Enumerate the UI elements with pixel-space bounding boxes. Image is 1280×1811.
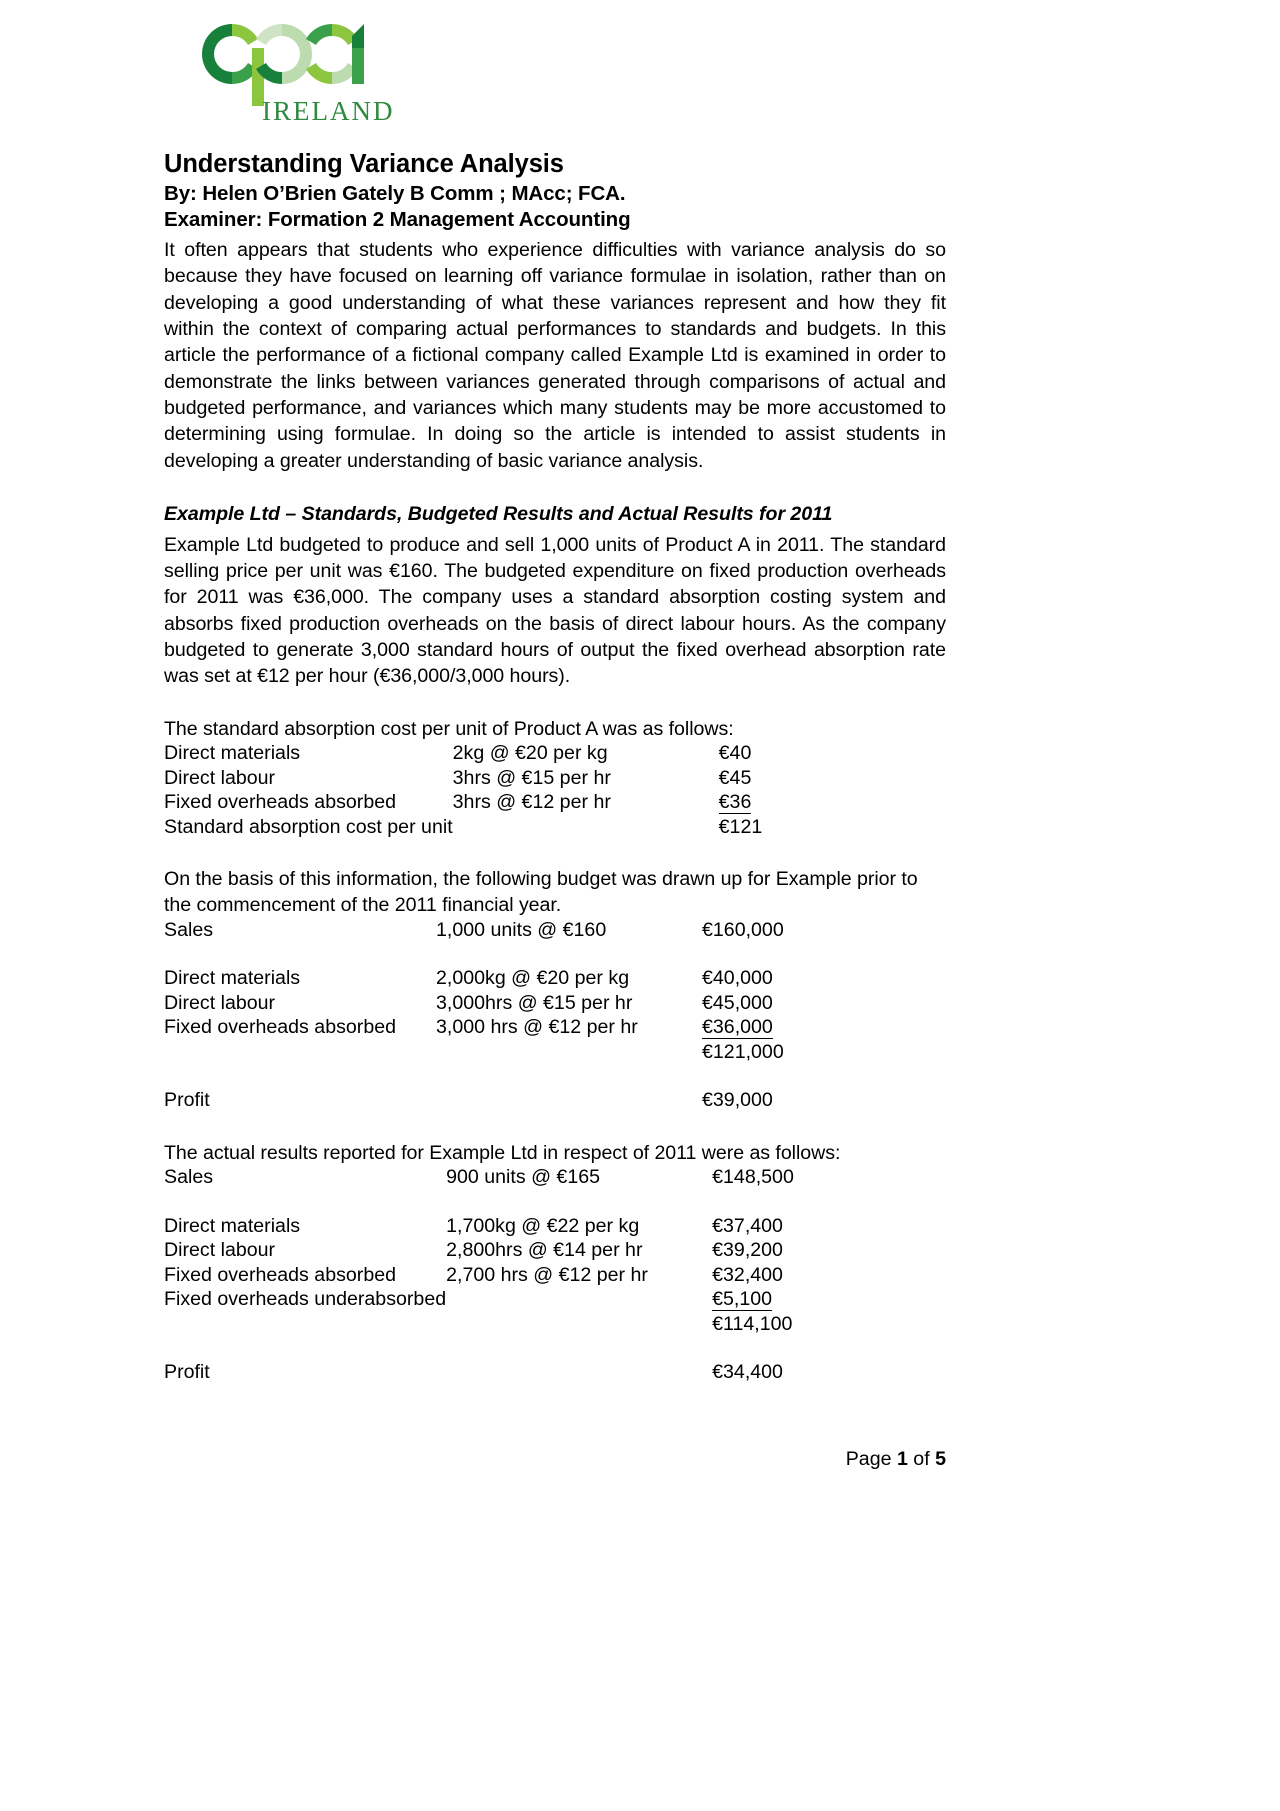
row-calculation — [436, 1041, 702, 1066]
row-label: Direct labour — [164, 766, 276, 789]
row-calculation — [446, 1337, 712, 1361]
row-label — [164, 1041, 436, 1066]
row-label: Sales — [164, 1166, 214, 1189]
row-calculation: 1,000 units @ €160 — [436, 918, 607, 941]
standard-cost-table — [164, 742, 762, 840]
table-row — [164, 816, 762, 841]
subtotal-underline: €36,000 — [702, 1016, 773, 1039]
row-label: Direct materials — [164, 1214, 301, 1237]
footer-middle: of — [907, 1448, 936, 1470]
table-row — [164, 791, 762, 816]
table-spacer-row — [164, 1191, 794, 1215]
row-calculation — [446, 1361, 712, 1386]
row-label: Direct materials — [164, 742, 301, 765]
footer-total-pages: 5 — [935, 1448, 946, 1470]
table-row — [164, 767, 762, 792]
row-label — [164, 1337, 446, 1361]
table-row — [164, 1239, 794, 1264]
row-amount: €32,400 — [712, 1263, 783, 1286]
footer-current-page: 1 — [896, 1448, 908, 1470]
page-title: Understanding Variance Analysis — [164, 150, 564, 178]
standard-cost-intro: The standard absorption cost per unit of Product A was as follows: — [164, 717, 734, 740]
table-row — [164, 1361, 794, 1386]
row-amount: €121 — [718, 815, 763, 838]
row-amount: €121,000 — [702, 1040, 784, 1063]
author-byline: By: Helen O’Brien Gately B Comm ; MAcc; FCA. — [164, 181, 626, 205]
row-calculation: 900 units @ €165 — [446, 1166, 601, 1189]
row-label: Sales — [164, 918, 214, 941]
table-row — [164, 967, 784, 992]
actual-table-body — [164, 1166, 794, 1386]
row-label: Direct materials — [164, 967, 301, 990]
row-amount: €114,100 — [712, 1312, 793, 1335]
row-amount — [712, 1337, 794, 1361]
row-calculation — [436, 943, 702, 967]
row-amount — [702, 943, 784, 967]
subtotal-underline: €5,100 — [712, 1288, 773, 1311]
row-label: Fixed overheads absorbed — [164, 1263, 397, 1286]
row-label: Fixed overheads absorbed — [164, 1016, 397, 1039]
row-label — [164, 1065, 436, 1089]
row-amount: €40 — [718, 742, 752, 765]
row-calculation — [453, 816, 719, 841]
table-row — [164, 1215, 794, 1240]
row-amount: €39,000 — [702, 1089, 773, 1112]
table-row — [164, 1016, 784, 1041]
table-spacer-row — [164, 1337, 794, 1361]
row-label: Profit — [164, 1361, 210, 1384]
table-row — [164, 1313, 794, 1338]
row-amount — [712, 1191, 794, 1215]
document-content — [164, 150, 946, 1386]
table-row — [164, 1264, 794, 1289]
row-calculation: 3,000hrs @ €15 per hr — [436, 991, 633, 1014]
actual-intro: The actual results reported for Example Ltd in respect of 2011 were as follows: — [164, 1141, 841, 1164]
row-label — [164, 1191, 446, 1215]
row-amount — [719, 791, 763, 816]
section-paragraph: Example Ltd budgeted to produce and sell 1,000 units of Product A in 2011. The standard selling price per unit was €160. The budgeted expenditure on fixed production overheads for 2011 was €36,000. The company uses a standard absorption costing system and absorbs fixed production overheads on the basis of direct labour hours. As the company budgeted to generate 3,000 standard hours of output the fixed overhead absorption rate was set at €12 per hour (€36,000/3,000 hours). — [164, 533, 946, 688]
row-amount — [702, 1016, 784, 1041]
page-footer — [0, 1448, 946, 1471]
cpa-ireland-logo — [196, 18, 396, 130]
row-amount: €160,000 — [702, 918, 784, 941]
row-amount: €34,400 — [712, 1361, 783, 1384]
row-amount: €148,500 — [712, 1166, 794, 1189]
row-amount: €45,000 — [702, 991, 773, 1014]
row-amount: €39,200 — [712, 1239, 783, 1262]
row-calculation: 1,700kg @ €22 per kg — [446, 1214, 640, 1237]
actual-table — [164, 1166, 794, 1386]
intro-paragraph: It often appears that students who experience difficulties with variance analysis do so because they have focused on learning off variance formulae in isolation, rather than on developing a good understanding of what these variances represent and how they fit within the context of comparing actual performances to standards and budgets. In this article the performance of a fictional company called Example Ltd is examined in order to demonstrate the links between variances generated through comparisons of actual and budgeted performance, and variances which many students may be more accustomed to determining using formulae. In doing so the article is intended to assist students in developing a greater understanding of basic variance analysis. — [164, 239, 946, 472]
section-heading: Example Ltd – Standards, Budgeted Results and Actual Results for 2011 — [164, 503, 833, 526]
row-calculation — [446, 1191, 712, 1215]
budget-table-body — [164, 919, 784, 1114]
row-calculation: 2,000kg @ €20 per kg — [436, 967, 630, 990]
table-row — [164, 919, 784, 944]
row-calculation — [436, 1089, 702, 1114]
row-label: Fixed overheads absorbed — [164, 791, 397, 814]
table-row — [164, 1089, 784, 1114]
budget-intro: On the basis of this information, the following budget was drawn up for Example prior to the commencement of the 2011 financial year. — [164, 868, 918, 917]
row-label: Profit — [164, 1089, 210, 1112]
row-calculation: 3hrs @ €15 per hr — [452, 766, 611, 789]
table-row — [164, 992, 784, 1017]
row-calculation — [446, 1313, 712, 1338]
row-calculation: 2kg @ €20 per kg — [452, 742, 608, 765]
table-row — [164, 1166, 794, 1191]
row-label — [164, 1313, 446, 1338]
row-amount — [702, 1065, 784, 1089]
row-calculation — [436, 1065, 702, 1089]
standard-cost-table-body — [164, 742, 762, 840]
row-amount: €45 — [718, 766, 752, 789]
subtotal-underline: €36 — [718, 791, 752, 814]
table-row — [164, 1288, 794, 1313]
row-calculation: 3,000 hrs @ €12 per hr — [436, 1016, 638, 1039]
row-calculation: 2,700 hrs @ €12 per hr — [446, 1263, 648, 1286]
examiner-line: Examiner: Formation 2 Management Accounting — [164, 207, 631, 231]
footer-prefix: Page — [845, 1448, 897, 1470]
table-spacer-row — [164, 943, 784, 967]
row-label: Standard absorption cost per unit — [164, 815, 453, 838]
table-spacer-row — [164, 1065, 784, 1089]
row-label: Direct labour — [164, 1239, 276, 1262]
row-amount: €37,400 — [712, 1214, 783, 1237]
budget-table — [164, 919, 784, 1114]
row-label: Direct labour — [164, 991, 276, 1014]
row-label: Fixed overheads underabsorbed — [164, 1288, 447, 1311]
row-amount: €40,000 — [702, 967, 773, 990]
row-amount — [712, 1288, 794, 1313]
row-label — [164, 943, 436, 967]
row-calculation — [446, 1288, 712, 1313]
table-row — [164, 1041, 784, 1066]
logo-subtext: IRELAND — [262, 96, 395, 126]
row-calculation: 2,800hrs @ €14 per hr — [446, 1239, 643, 1262]
table-row — [164, 742, 762, 767]
row-calculation: 3hrs @ €12 per hr — [452, 791, 611, 814]
